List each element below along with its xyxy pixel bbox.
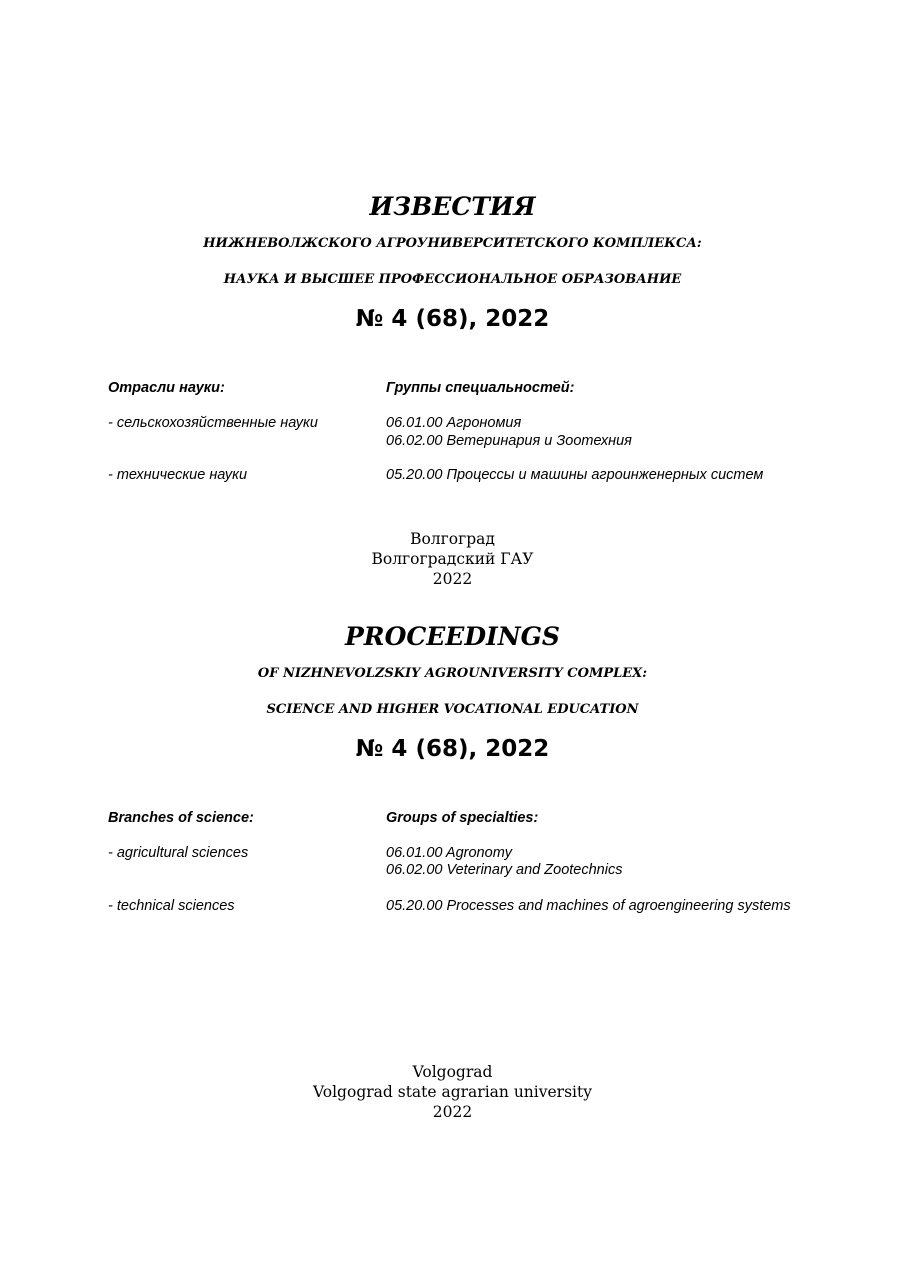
groups-heading-en: Groups of specialties: <box>386 810 539 826</box>
specialty-ru-processes: 05.20.00 Процессы и машины агроинженерных систем <box>386 467 764 483</box>
journal-subtitle-en-line2: SCIENCE AND HIGHER VOCATIONAL EDUCATION <box>266 702 639 717</box>
specialty-en-veterinary: 06.02.00 Veterinary and Zootechnics <box>386 862 623 878</box>
branches-heading-ru: Отрасли науки: <box>108 380 225 396</box>
imprint-year-ru: 2022 <box>432 570 473 588</box>
imprint-publisher-en: Volgograd state agrarian university <box>313 1083 592 1101</box>
specialty-ru-agronomy: 06.01.00 Агрономия <box>386 415 522 431</box>
journal-title-ru: ИЗВЕСТИЯ <box>369 192 536 221</box>
imprint-city-en: Volgograd <box>412 1063 493 1081</box>
specialty-ru-veterinary: 06.02.00 Ветеринария и Зоотехния <box>386 433 632 449</box>
issue-number-ru: № 4 (68), 2022 <box>355 306 550 332</box>
issue-number-en: № 4 (68), 2022 <box>355 736 550 762</box>
specialty-en-processes: 05.20.00 Processes and machines of agroengineering systems <box>386 898 791 914</box>
imprint-ru <box>0 529 905 589</box>
groups-heading-ru: Группы специальностей: <box>386 380 575 396</box>
imprint-city-ru: Волгоград <box>410 530 495 548</box>
imprint-year-en: 2022 <box>432 1103 473 1121</box>
branch-ru-technical: - технические науки <box>108 467 248 483</box>
specialty-en-agronomy: 06.01.00 Agronomy <box>386 845 513 861</box>
branch-en-agricultural: - agricultural sciences <box>108 845 249 861</box>
branch-en-technical: - technical sciences <box>108 898 235 914</box>
imprint-publisher-ru: Волгоградский ГАУ <box>371 550 534 568</box>
journal-title-en: PROCEEDINGS <box>345 622 560 651</box>
journal-subtitle-ru-line2: НАУКА И ВЫСШЕЕ ПРОФЕССИОНАЛЬНОЕ ОБРАЗОВАНИЕ <box>223 272 682 287</box>
journal-subtitle-ru-line1: НИЖНЕВОЛЖСКОГО АГРОУНИВЕРСИТЕТСКОГО КОМПЛЕКСА: <box>203 236 702 251</box>
branch-ru-agricultural: - сельскохозяйственные науки <box>108 415 318 431</box>
imprint-en <box>0 1062 905 1122</box>
journal-subtitle-en-line1: OF NIZHNEVOLZSKIY AGROUNIVERSITY COMPLEX: <box>257 666 648 681</box>
branches-heading-en: Branches of science: <box>108 810 254 826</box>
